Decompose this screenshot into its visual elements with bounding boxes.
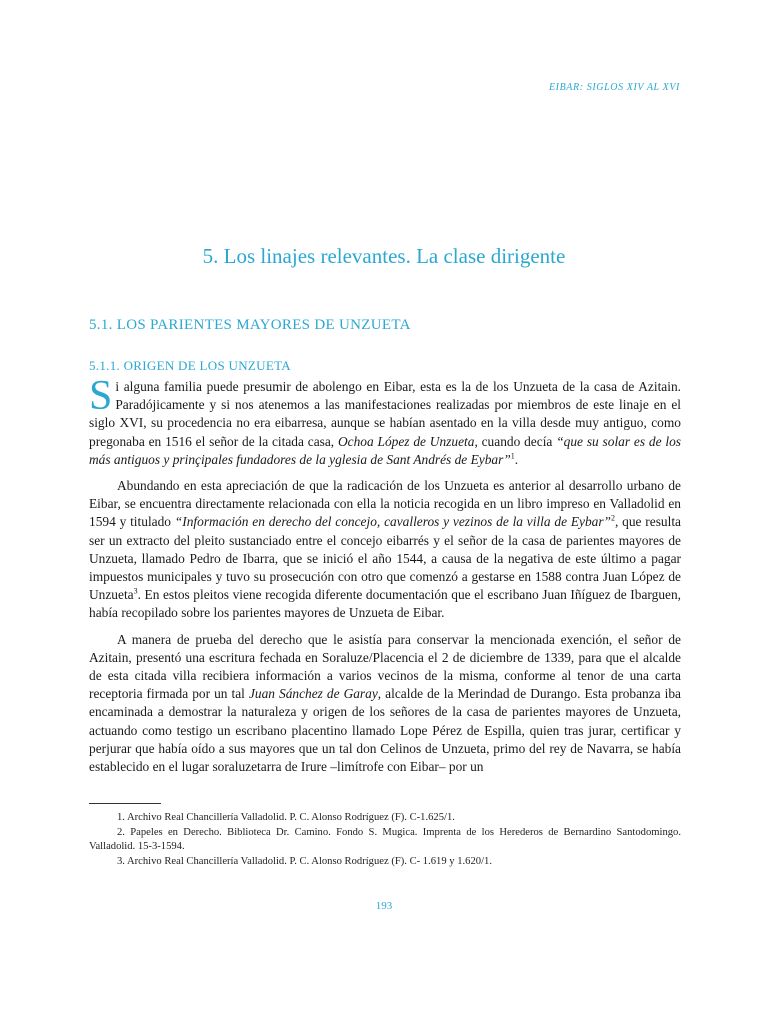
footnote-ref-3: 3 — [133, 586, 138, 596]
running-head: EIBAR: SIGLOS XIV AL XVI — [548, 82, 680, 93]
section-title: 5.1. LOS PARIENTES MAYORES DE UNZUETA — [89, 317, 411, 333]
footnote-ref-1: 1 — [510, 451, 515, 461]
footnote-1: 1. Archivo Real Chancillería Valladolid. P. C. Alonso Rodríguez (F). C-1.625/1. — [117, 812, 455, 823]
chapter-title: 5. Los linajes relevantes. La clase dirigente — [202, 244, 566, 268]
paragraph-3-text-b: , alcalde de la Merindad de Durango. Esta probanza iba encaminada a demostrar la naturaleza y origen de los señores de la casa de parientes mayores de Unzueta, actuando como testigo un escribano placentino llamado Lope Pérez de Espilla, quien tras jurar, certificar y perjurar que había oído a sus mayores que un tal don Celinos de Unzueta, primo del rey de Navarra, se había establecido en el lugar soraluzetarra de Irure –limítrofe con Eibar– por un — [89, 686, 681, 775]
paragraph-2 — [89, 477, 681, 623]
subsection-title: 5.1.1. ORIGEN DE LOS UNZUETA — [89, 358, 291, 373]
paragraph-1-text-c: . — [514, 451, 519, 467]
footnote-2: 2. Papeles en Derecho. Biblioteca Dr. Camino. Fondo S. Mugica. Imprenta de los Herederos de Bernardino Santodomingo. Valladolid. 15-3-1594. — [89, 826, 681, 853]
footnote-ref-2: 2 — [611, 513, 615, 523]
paragraph-1 — [89, 373, 681, 469]
page-number: 193 — [375, 900, 393, 912]
footnotes — [89, 811, 681, 869]
paragraph-3-text-a: A manera de prueba del derecho que le asistía para conservar la mencionada exención, el señor de Azitain, presentó una escritura fechada en Soraluze/Placencia el 2 de diciembre de 1339, para que el alcalde de esta citada villa recibiera información a varios vecinos de la misma, conforme al tenor de una carta receptoria firmada por un tal — [89, 631, 681, 702]
paragraph-3 — [89, 631, 681, 777]
paragraph-1-italic-name: Ochoa López de Unzueta — [337, 433, 475, 449]
body-text — [89, 373, 681, 784]
paragraph-3-italic-name: Juan Sánchez de Garay — [248, 686, 378, 702]
paragraph-2-text-a: Abundando en esta apreciación de que la radicación de los Unzueta es anterior al desarrollo urbano de Eibar, se encuentra directamente relacionada con ella la noticia recogida en un libro impreso en Valladolid en 1594 y titulado — [89, 478, 681, 530]
paragraph-1-text-a: i alguna familia puede presumir de abolengo en Eibar, esta es la de los Unzueta de la casa de Azitain. Paradójicamente y si nos atenemos a las manifestaciones realizadas por miembros de este linaje en el siglo XVI, su procedencia no era eibarresa, aunque se habían asentado en la villa desde muy antiguo, como pregonaba en 1516 el señor de la citada casa, — [89, 379, 681, 449]
paragraph-2-book-title: “Información en derecho del concejo, cavalleros y vezinos de la villa de Eybar” — [174, 514, 611, 530]
drop-cap: S — [89, 373, 113, 419]
footnote-divider — [89, 803, 161, 804]
paragraph-2-text-c: . En estos pleitos viene recogida diferente documentación que el escribano Juan Iñíguez de Ibarguen, había recopilado sobre los parientes mayores de Unzueta de Eibar. — [89, 587, 681, 621]
paragraph-2-text-b: , que resulta ser un extracto del pleito sustanciado entre el concejo eibarrés y el señor de la casa de parientes mayores de Unzueta, llamado Pedro de Ibarra, que se inició el año 1544, a causa de la negativa de este último a pagar impuestos municipales y tuvo su prosecución con otro que comenzó a gestarse en 1588 contra Juan López de Unzueta — [89, 514, 681, 603]
paragraph-1-text-b: , cuando decía — [474, 433, 557, 449]
paragraph-1-quote: “que su solar es de los más antiguos y prinçipales fundadores de la yglesia de Sant Andrés de Eybar” — [89, 433, 681, 467]
footnote-3: 3. Archivo Real Chancillería Valladolid. P. C. Alonso Rodríguez (F). C- 1.619 y 1.620/1. — [117, 855, 492, 867]
